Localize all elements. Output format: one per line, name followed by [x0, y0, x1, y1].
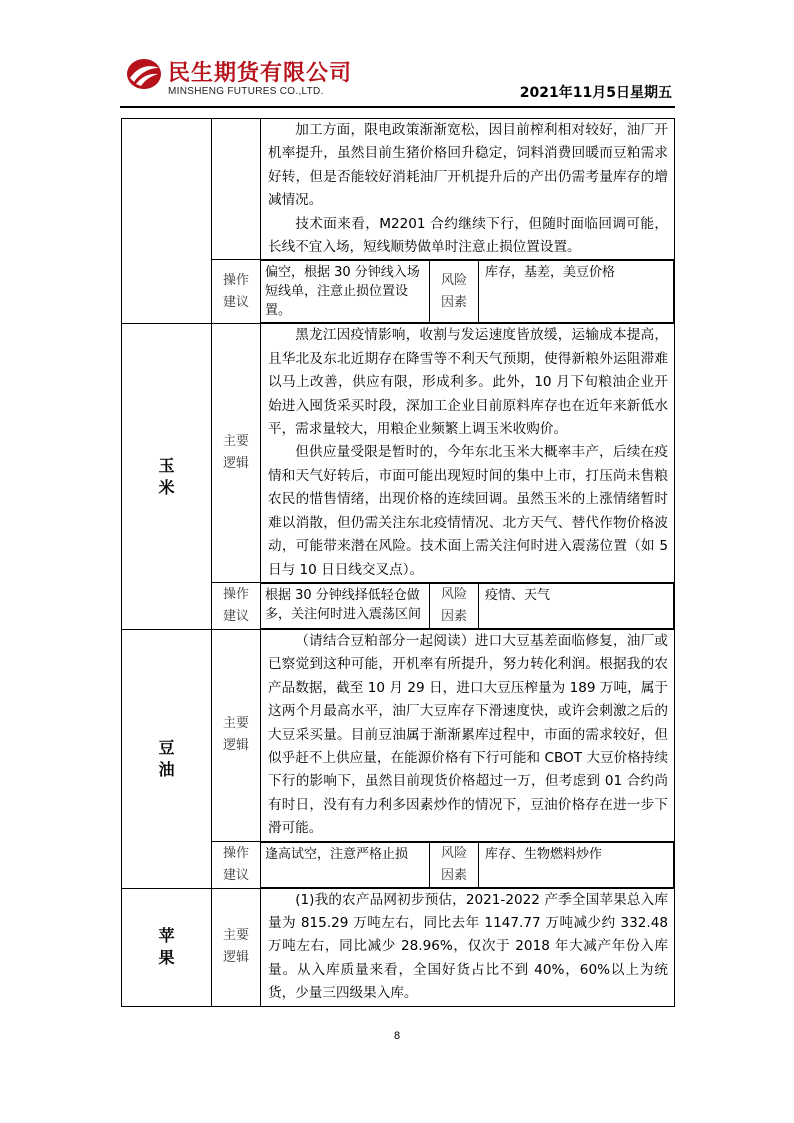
risk-factors-text: 库存、生物燃料炒作 — [479, 842, 674, 887]
logic-paragraph: 技术面来看，M2201 合约继续下行，但随时面临回调可能，长线不宜入场，短线顺势做单时注意止损位置设置。 — [268, 215, 668, 256]
logic-text — [261, 629, 675, 841]
logic-label-cell — [212, 119, 261, 260]
op-label: 操作建议 — [212, 260, 261, 324]
product-cell — [122, 324, 212, 629]
logic-paragraph: 加工方面，限电政策渐渐宽松，因目前榨利相对较好，油厂开机率提升，虽然目前生猪价格回升稳定，饲料消费回暖而豆粕需求好转，但是否能较好消耗油厂开机提升后的产出仍需考量库存的增减情况。 — [268, 122, 668, 209]
op-label: 操作建议 — [212, 582, 261, 629]
product-cell — [122, 629, 212, 888]
company-name-en: MINSHENG FUTURES CO.,LTD. — [168, 86, 324, 97]
risk-factors-text: 疫情、天气 — [479, 583, 674, 628]
op-advice-text: 逢高试空，注意严格止损 — [261, 842, 430, 887]
op-advice-text: 偏空，根据 30 分钟线入场短线单，注意止损位置设置。 — [261, 261, 430, 323]
section-row-logic — [122, 888, 675, 1006]
risk-label: 风险因素 — [430, 261, 479, 323]
product-name: 豆油 — [158, 737, 175, 779]
product-name: 苹果 — [158, 926, 175, 968]
op-label: 操作建议 — [212, 841, 261, 888]
minsheng-logo-icon — [126, 56, 162, 92]
section-row-logic — [122, 629, 675, 841]
logic-label: 主要逻辑 — [212, 324, 261, 582]
op-advice-text: 根据 30 分钟线择低轻仓做多，关注何时进入震荡区间 — [261, 583, 430, 628]
section-row-logic — [122, 324, 675, 582]
logic-label: 主要逻辑 — [212, 888, 261, 1006]
company-name-cn: 民生期货有限公司 — [168, 61, 353, 86]
page-number: 8 — [393, 1030, 401, 1042]
product-cell — [122, 888, 212, 1006]
logic-text — [261, 324, 675, 582]
report-date: 2021年11月5日星期五 — [519, 85, 672, 101]
logic-text — [261, 888, 675, 1006]
risk-factors-text: 库存，基差，美豆价格 — [479, 261, 674, 323]
logic-label: 主要逻辑 — [212, 629, 261, 841]
risk-label: 风险因素 — [430, 583, 479, 628]
analysis-table — [121, 118, 675, 1007]
logic-paragraph: 黑龙江因疫情影响，收割与发运速度皆放缓，运输成本提高，且华北及东北近期存在降雪等不利天气预期，使得新粮外运阻滞难以马上改善，供应有限，形成利多。此外，10 月下旬粮油企业开始进入囤货采买时段，深加工企业目前原料库存也在近年来新低水平，需求量较大，用粮企业频繁上调玉米收购价。 — [268, 327, 668, 438]
logic-paragraph: (1)我的农产品网初步预估，2021-2022 产季全国苹果总入库量为 815.29 万吨左右，同比去年 1147.77 万吨减少约 332.48 万吨左右，同比减少 28.96%，仅次于 2018 年大减产年份入库量。从入库质量来看，全国好货占比不到 40%，60%以上为统货，少量三四级果入库。 — [268, 891, 668, 1002]
risk-label: 风险因素 — [430, 842, 479, 887]
header-divider — [120, 106, 675, 108]
logic-paragraph: 但供应量受限是暂时的，今年东北玉米大概率丰产，后续在疫情和天气好转后，市面可能出现短时间的集中上市，打压尚未售粮农民的惜售情绪，出现价格的连续回调。虽然玉米的上涨情绪暂时难以消散，但仍需关注东北疫情情况、北方天气、替代作物价格波动，可能带来潜在风险。技术面上需关注何时进入震荡位置（如 5 日与 10 日日线交叉点）。 — [268, 444, 668, 578]
product-name: 玉米 — [158, 455, 175, 497]
logic-text — [261, 119, 675, 260]
section-row-logic — [122, 119, 675, 260]
product-cell — [122, 119, 212, 324]
logic-paragraph: （请结合豆粕部分一起阅读）进口大豆基差面临修复，油厂或已察觉到这种可能，开机率有所提升，努力转化利润。根据我的农产品数据，截至 10 月 29 日，进口大豆压榨量为 189 万吨，属于这两个月最高水平，油厂大豆库存下滑速度快，或许会刺激之后的大豆采买量。目前豆油属于渐渐累库过程中，市面的需求较好，但似乎赶不上供应量，在能源价格有下行可能和 CBOT 大豆价格持续下行的影响下，虽然目前现货价格超过一万，但考虑到 01 合约尚有时日，没有有力利多因素炒作的情况下，豆油价格存在进一步下滑可能。 — [268, 632, 668, 837]
page-header — [0, 0, 794, 110]
